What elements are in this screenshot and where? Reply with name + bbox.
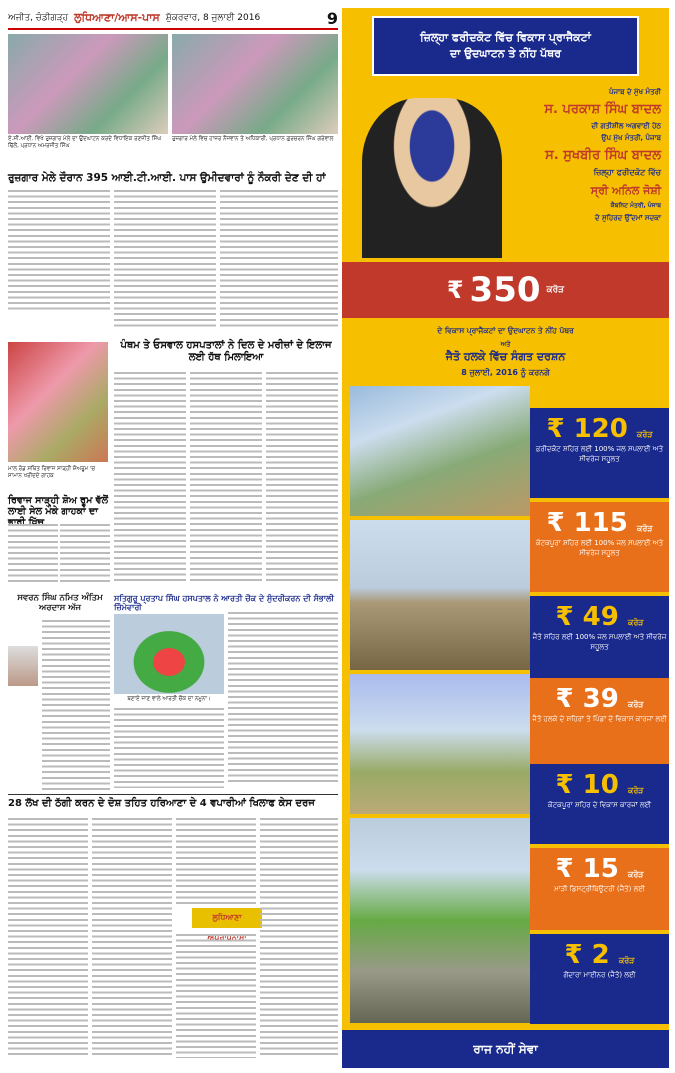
ad-subtitle-and: ਅਤੇ: [500, 340, 511, 348]
article-fraud-col1: [8, 818, 88, 1058]
project-pill-3: [530, 596, 669, 686]
project-pill-5: [530, 764, 669, 844]
headline-obituary: ਸਵਰਨ ਸਿੰਘ ਨਮਿਤ ਅੰਤਿਮ ਅਰਦਾਸ ਅੱਜ: [17, 593, 103, 613]
edition-label: ਅਜੀਤ, ਚੰਡੀਗੜ੍ਹ: [8, 13, 69, 23]
project-desc: ਕੋਟਕਪੂਰਾ ਸ਼ਹਿਰ ਲਈ 100% ਜਲ ਸਪਲਾਈ ਅਤੇ ਸੀਵਰੇਜ ਸਹੂਲਤ: [535, 539, 664, 557]
headline-sale: ਰਿਵਾਜ ਸਾੜ੍ਹੀ ਸ਼ੋਅ ਰੂਮ ਵੱਲੋਂ ਲਾਈ ਸੇਲ ਮੌਕੇ ਗਾਹਕਾਂ ਦਾ ਭਾਰੀ ਖਿੱਚ: [8, 495, 108, 528]
project-unit: ਕਰੋੜ: [627, 618, 644, 627]
ad-subtitle-3: 8 ਜੁਲਾਈ, 2016 ਨੂੰ ਕਰਨਗੇ: [461, 368, 550, 377]
government-advertisement: [342, 8, 669, 1068]
project-pill-1: [530, 408, 669, 498]
article-chowk-col2: [114, 708, 224, 788]
minister-title: ਕੈਬਨਿਟ ਮੰਤਰੀ, ਪੰਜਾਬ: [610, 202, 661, 209]
article-jobs-col2: [114, 190, 216, 330]
road-work-photo: [350, 520, 530, 670]
article-obituary: [42, 620, 110, 790]
job-fair-photo-left: [8, 34, 168, 134]
ad-subtitle-2: ਜੈਤੋ ਹਲਕੇ ਵਿੱਚ ਸੰਗਤ ਦਰਸ਼ਨ: [445, 350, 566, 363]
rupee-icon: ₹: [446, 276, 464, 304]
project-amount: ₹ 2: [564, 940, 610, 970]
article-hospital-col1: [114, 372, 186, 582]
article-chowk: [228, 612, 338, 782]
article-jobs-col3: [220, 190, 338, 330]
project-desc: ਗੋਂਦਾਰਾ ਮਾਈਨਰ (ਜੈਤੋ) ਲਈ: [563, 971, 636, 979]
project-amount: ₹ 39: [555, 684, 619, 714]
article-hospital-col3: [266, 372, 338, 582]
project-amount: ₹ 120: [546, 414, 628, 444]
project-unit: ਕਰੋੜ: [627, 870, 644, 879]
obituary-portrait: [8, 646, 38, 686]
headline-jobs: ਰੁਜ਼ਗਾਰ ਮੇਲੇ ਦੌਰਾਨ 395 ਆਈ.ਟੀ.ਆਈ. ਪਾਸ ਉਮੀਦਵਾਰਾਂ ਨੂੰ ਨੌਕਰੀ ਦੇਣ ਦੀ ਹਾਂ: [8, 172, 326, 184]
main-amount-unit: ਕਰੋੜ: [546, 285, 565, 295]
project-unit: ਕਰੋੜ: [618, 956, 635, 965]
minister-name: ਸ੍ਰੀ ਅਨਿਲ ਜੋਸ਼ੀ: [590, 184, 661, 197]
project-desc: ਕੋਟਕਪੂਰਾ ਸ਼ਹਿਰ ਦੇ ਵਿਕਾਸ ਕਾਰਜਾਂ ਲਈ: [547, 801, 652, 809]
main-amount: 350: [469, 270, 541, 310]
photo-caption-right: ਰੁਜ਼ਗਾਰ ਮੇਲੇ ਵਿਚ ਹਾਜ਼ਰ ਨੌਜਵਾਨ ਤੇ ਅਧਿਕਾਰੀ, ਪ੍ਰਧਾਨ ਗੁਰਚਰਨ ਸਿੰਘ ਗਰੇਵਾਲ: [172, 136, 334, 142]
efforts-line: ਦੇ ਸੁਹਿਰਦ ਉੱਦਮਾਂ ਸਦਕਾ: [594, 214, 661, 222]
ad-footer-slogan: ਰਾਜ ਨਹੀਂ ਸੇਵਾ: [342, 1030, 669, 1068]
article-sale-col2: [60, 524, 110, 584]
project-desc: ਜੈਤੋ ਹਲਕੇ ਦੇ ਸ਼ਹਿਰਾਂ ਤੇ ਪਿੰਡਾਂ ਦੇ ਵਿਕਾਸ ਕਾਰਜਾਂ ਲਈ: [532, 715, 667, 723]
deputy-cm-portrait: [362, 98, 502, 258]
ad-header-line1: ਜ਼ਿਲ੍ਹਾ ਫਰੀਦਕੋਟ ਵਿੱਚ ਵਿਕਾਸ ਪ੍ਰਾਜੈਕਟਾਂ: [420, 31, 591, 44]
headline-chowk: ਸਤਿਗੁਰੂ ਪ੍ਰਤਾਪ ਸਿੰਘ ਹਸਪਤਾਲ ਨੇ ਆਰਤੀ ਚੌਕ ਦੇ ਸੁੰਦਰੀਕਰਨ ਦੀ ਸੰਭਾਲੀ ਜ਼ਿੰਮੇਵਾਰੀ: [114, 594, 334, 613]
water-tank-photo: [350, 674, 530, 814]
project-pill-2: [530, 502, 669, 592]
project-amount: ₹ 115: [546, 508, 628, 538]
deputy-cm-name: ਸ. ਸੁਖਬੀਰ ਸਿੰਘ ਬਾਦਲ: [545, 148, 661, 163]
canal-photo: [350, 818, 530, 1023]
cm-line: ਦੀ ਗਤੀਸ਼ੀਲ ਅਗਵਾਈ ਹੇਠ: [591, 122, 661, 130]
cm-name: ਸ. ਪਰਕਾਸ਼ ਸਿੰਘ ਬਾਦਲ: [544, 102, 661, 117]
water-plant-photo: [350, 386, 530, 516]
article-sale-col1: [8, 524, 58, 584]
project-amount: ₹ 15: [555, 854, 619, 884]
article-fraud-col3: [176, 818, 256, 904]
masthead: [8, 8, 338, 30]
page-number: 9: [326, 8, 338, 28]
article-crime-col1: [176, 934, 256, 1058]
project-pill-6: [530, 848, 669, 930]
project-desc: ਫ਼ਰੀਦਕੋਟ ਸ਼ਹਿਰ ਲਈ 100% ਜਲ ਸਪਲਾਈ ਅਤੇ ਸੀਵਰੇਜ ਸਹੂਲਤ: [535, 445, 664, 463]
cm-title: ਪੰਜਾਬ ਦੇ ਮੁੱਖ ਮੰਤਰੀ: [609, 88, 661, 96]
project-unit: ਕਰੋੜ: [636, 430, 653, 439]
ad-header-line2: ਦਾ ਉਦਘਾਟਨ ਤੇ ਨੀਂਹ ਪੱਥਰ: [449, 47, 562, 60]
project-desc: ਜੈਤੋ ਸ਼ਹਿਰ ਲਈ 100% ਜਲ ਸਪਲਾਈ ਅਤੇ ਸੀਵਰੇਜ ਸਹੂਲਤ: [532, 633, 667, 651]
headline-hospital: ਪੰਥਮ ਤੇ ਓਸਵਾਲ ਹਸਪਤਾਲਾਂ ਨੇ ਦਿਲ ਦੇ ਮਰੀਜ਼ਾਂ ਦੇ ਇਲਾਜ ਲਈ ਹੱਥ ਮਿਲਾਇਆ: [120, 340, 332, 363]
ad-subtitle-1: ਦੇ ਵਿਕਾਸ ਪ੍ਰਾਜੈਕਟਾਂ ਦਾ ਉਦਘਾਟਨ ਤੇ ਨੀਂਹ ਪੱਥਰ: [437, 326, 574, 335]
article-fraud-col2: [92, 818, 172, 1058]
headline-fraud: 28 ਲੱਖ ਦੀ ਠੱਗੀ ਕਰਨ ਦੇ ਦੋਸ਼ ਤਹਿਤ ਹਰਿਆਣਾ ਦੇ 4 ਵਪਾਰੀਆਂ ਖਿਲਾਫ ਕੇਸ ਦਰਜ: [8, 798, 315, 809]
project-unit: ਕਰੋੜ: [627, 700, 644, 709]
project-pill-7: [530, 934, 669, 1024]
project-amount: ₹ 10: [555, 770, 619, 800]
project-desc: ਮਾੜੀ ਡਿਸਟ੍ਰੀਬਿਊਟਰੀ (ਜੈਤੋ) ਲਈ: [554, 885, 645, 893]
crime-column-banner: ਲੁਧਿਆਣਾ ਅਪਰਾਧਨਾਮਾ: [192, 908, 262, 928]
chowk-photo-caption: ਬਣਾਏ ਜਾਣ ਵਾਲੇ ਆਰਤੀ ਚੌਕ ਦਾ ਨਮੂਨਾ।: [127, 696, 211, 702]
project-pill-4: [530, 678, 669, 768]
chowk-photo: [114, 614, 224, 694]
main-amount-banner: [342, 262, 669, 318]
article-hospital-col2: [190, 372, 262, 582]
project-amount: ₹ 49: [555, 602, 619, 632]
photo-caption-left: ਏ.ਸੀ.ਆਈ. ਵਿਖੇ ਰੁਜ਼ਗਾਰ ਮੇਲੇ ਦਾ ਉਦਘਾਟਨ ਕਰਦੇ ਵਿਧਾਇਕ ਰਣਜੀਤ ਸਿੰਘ ਢਿੱਲੋਂ, ਪ੍ਰਧਾਨ ਅਮਰਜੀਤ ਸਿੰਘ: [8, 136, 162, 149]
deputy-cm-title: ਉਪ ਮੁੱਖ ਮੰਤਰੀ, ਪੰਜਾਬ: [601, 134, 661, 142]
article-jobs-col1: [8, 190, 110, 310]
divider: [8, 794, 338, 795]
sale-photo-caption: ਮਾਲ ਰੋਡ ਸਥਿਤ ਰਿਵਾਜ ਸਾੜ੍ਹੀ ਸ਼ੋਅਰੂਮ 'ਚ ਸਾਮਾਨ ਖਰੀਦਦੇ ਗਾਹਕ: [8, 466, 96, 479]
article-fraud-col4: [260, 818, 338, 1058]
sale-photo: [8, 342, 108, 462]
job-fair-photo-right: [172, 34, 338, 134]
project-unit: ਕਰੋੜ: [636, 524, 653, 533]
section-title: ਲੁਧਿਆਣਾ/ਆਸ-ਪਾਸ: [74, 11, 160, 24]
issue-date: ਸ਼ੁੱਕਰਵਾਰ, 8 ਜੁਲਾਈ 2016: [165, 13, 261, 23]
ad-header: [372, 16, 639, 76]
district-line: ਜ਼ਿਲ੍ਹਾ ਫਰੀਦਕੋਟ ਵਿੱਚ: [593, 168, 661, 177]
project-unit: ਕਰੋੜ: [627, 786, 644, 795]
